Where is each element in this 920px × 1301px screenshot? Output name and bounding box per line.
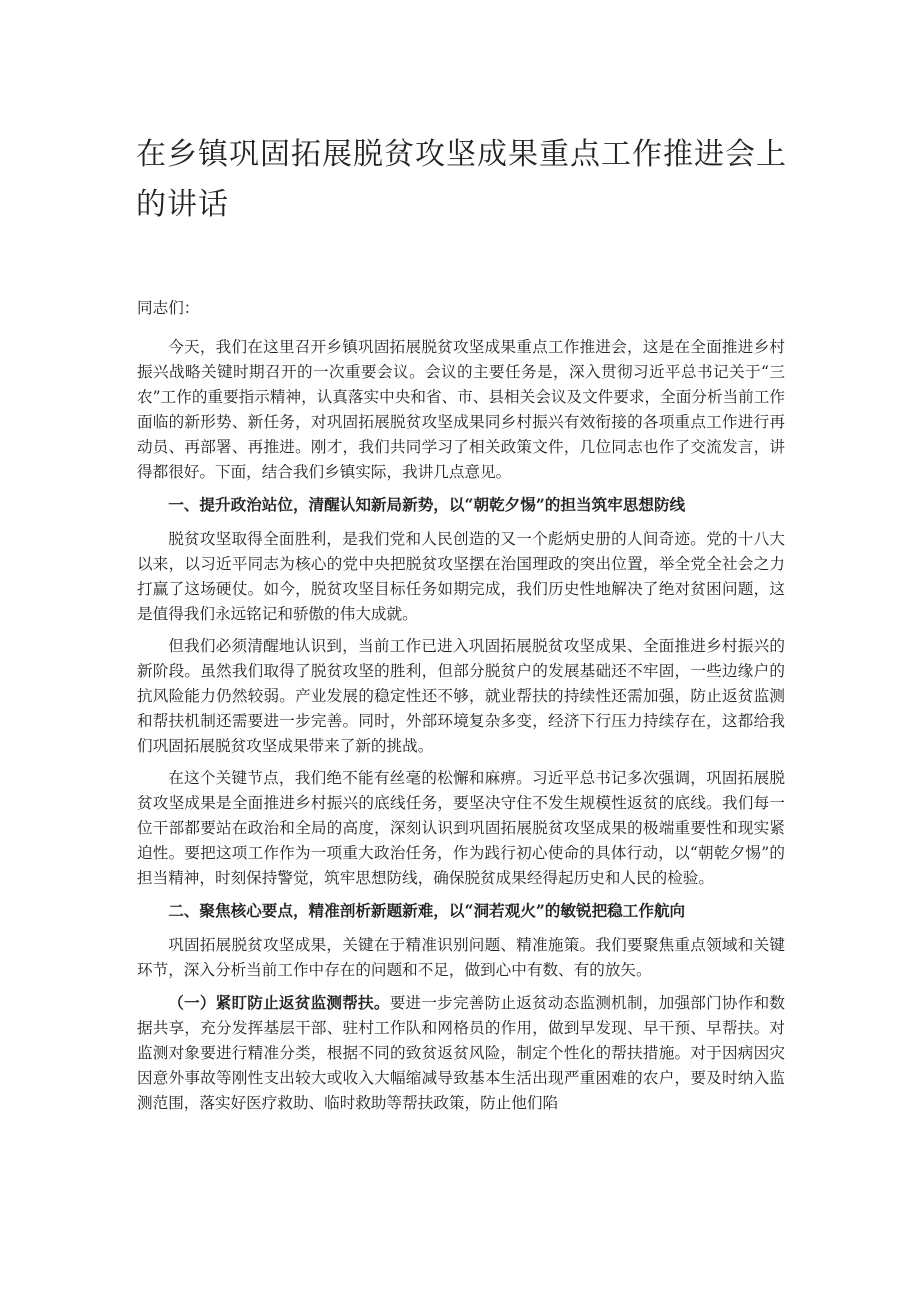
greeting: 同志们： <box>137 299 200 317</box>
section-1-paragraph-1: 脱贫攻坚取得全面胜利，是我们党和人民创造的又一个彪炳史册的人间奇迹。党的十八大以来，以习近平同志为核心的党中央把脱贫攻坚摆在治国理政的突出位置，举全党全社会之力打赢了这场硬仗。如今，脱贫攻坚目标任务如期完成，我们历史性地解决了绝对贫困问题，这是值得我们永远铭记和骄傲的伟大成就。 <box>137 530 785 623</box>
section-2-heading: 二、聚焦核心要点，精准剖析新题新难，以“洞若观火”的敏锐把稳工作航向 <box>168 901 686 920</box>
subsection-1-lead: （一）紧盯防止返贫监测帮扶。 <box>168 993 390 1012</box>
section-1-paragraph-2: 但我们必须清醒地认识到，当前工作已进入巩固拓展脱贫攻坚成果、全面推进乡村振兴的新阶段。虽然我们取得了脱贫攻坚的胜利，但部分脱贫户的发展基础还不牢固，一些边缘户的抗风险能力仍然较弱。产业发展的稳定性还不够，就业帮扶的持续性还需加强，防止返贫监测和帮扶机制还需要进一步完善。同时，外部环境复杂多变，经济下行压力持续存在，这都给我们巩固拓展脱贫攻坚成果带来了新的挑战。 <box>137 637 785 755</box>
document-title: 在乡镇巩固拓展脱贫攻坚成果重点工作推进会上的讲话 <box>136 137 787 222</box>
subsection-1-text: 要进一步完善防止返贫动态监测机制，加强部门协作和数据共享，充分发挥基层干部、驻村工作队和网格员的作用，做到早发现、早干预、早帮扶。对监测对象要进行精准分类，根据不同的致贫返贫风险，制定个性化的帮扶措施。对于因病因灾因意外事故等刚性支出较大或收入大幅缩减导致基本生活出现严重困难的农户，要及时纳入监测范围，落实好医疗救助、临时救助等帮扶政策，防止他们陷 <box>137 994 785 1112</box>
section-1-paragraph-3: 在这个关键节点，我们绝不能有丝毫的松懈和麻痹。习近平总书记多次强调，巩固拓展脱贫攻坚成果是全面推进乡村振兴的底线任务，要坚决守住不发生规模性返贫的底线。我们每一位干部都要站在政治和全局的高度，深刻认识到巩固拓展脱贫攻坚成果的极端重要性和现实紧迫性。要把这项工作作为一项重大政治任务，作为践行初心使命的具体行动，以“朝乾夕惕”的担当精神，时刻保持警觉，筑牢思想防线，确保脱贫成果经得起历史和人民的检验。 <box>137 769 785 887</box>
section-2-subsection-1 <box>137 990 785 1116</box>
section-2-paragraph-1: 巩固拓展脱贫攻坚成果，关键在于精准识别问题、精准施策。我们要聚焦重点领域和关键环节，深入分析当前工作中存在的问题和不足，做到心中有数、有的放矢。 <box>137 936 785 979</box>
section-1-heading: 一、提升政治站位，清醒认知新局新势，以“朝乾夕惕”的担当筑牢思想防线 <box>168 495 686 514</box>
document-body <box>137 296 785 1123</box>
intro-paragraph: 今天，我们在这里召开乡镇巩固拓展脱贫攻坚成果重点工作推进会，这是在全面推进乡村振兴战略关键时期召开的一次重要会议。会议的主要任务是，深入贯彻习近平总书记关于“三农”工作的重要指示精神，认真落实中央和省、市、县相关会议及文件要求，全面分析当前工作面临的新形势、新任务，对巩固拓展脱贫攻坚成果同乡村振兴有效衔接的各项重点工作进行再动员、再部署、再推进。刚才，我们共同学习了相关政策文件，几位同志也作了交流发言，讲得都很好。下面，结合我们乡镇实际，我讲几点意见。 <box>137 338 785 481</box>
